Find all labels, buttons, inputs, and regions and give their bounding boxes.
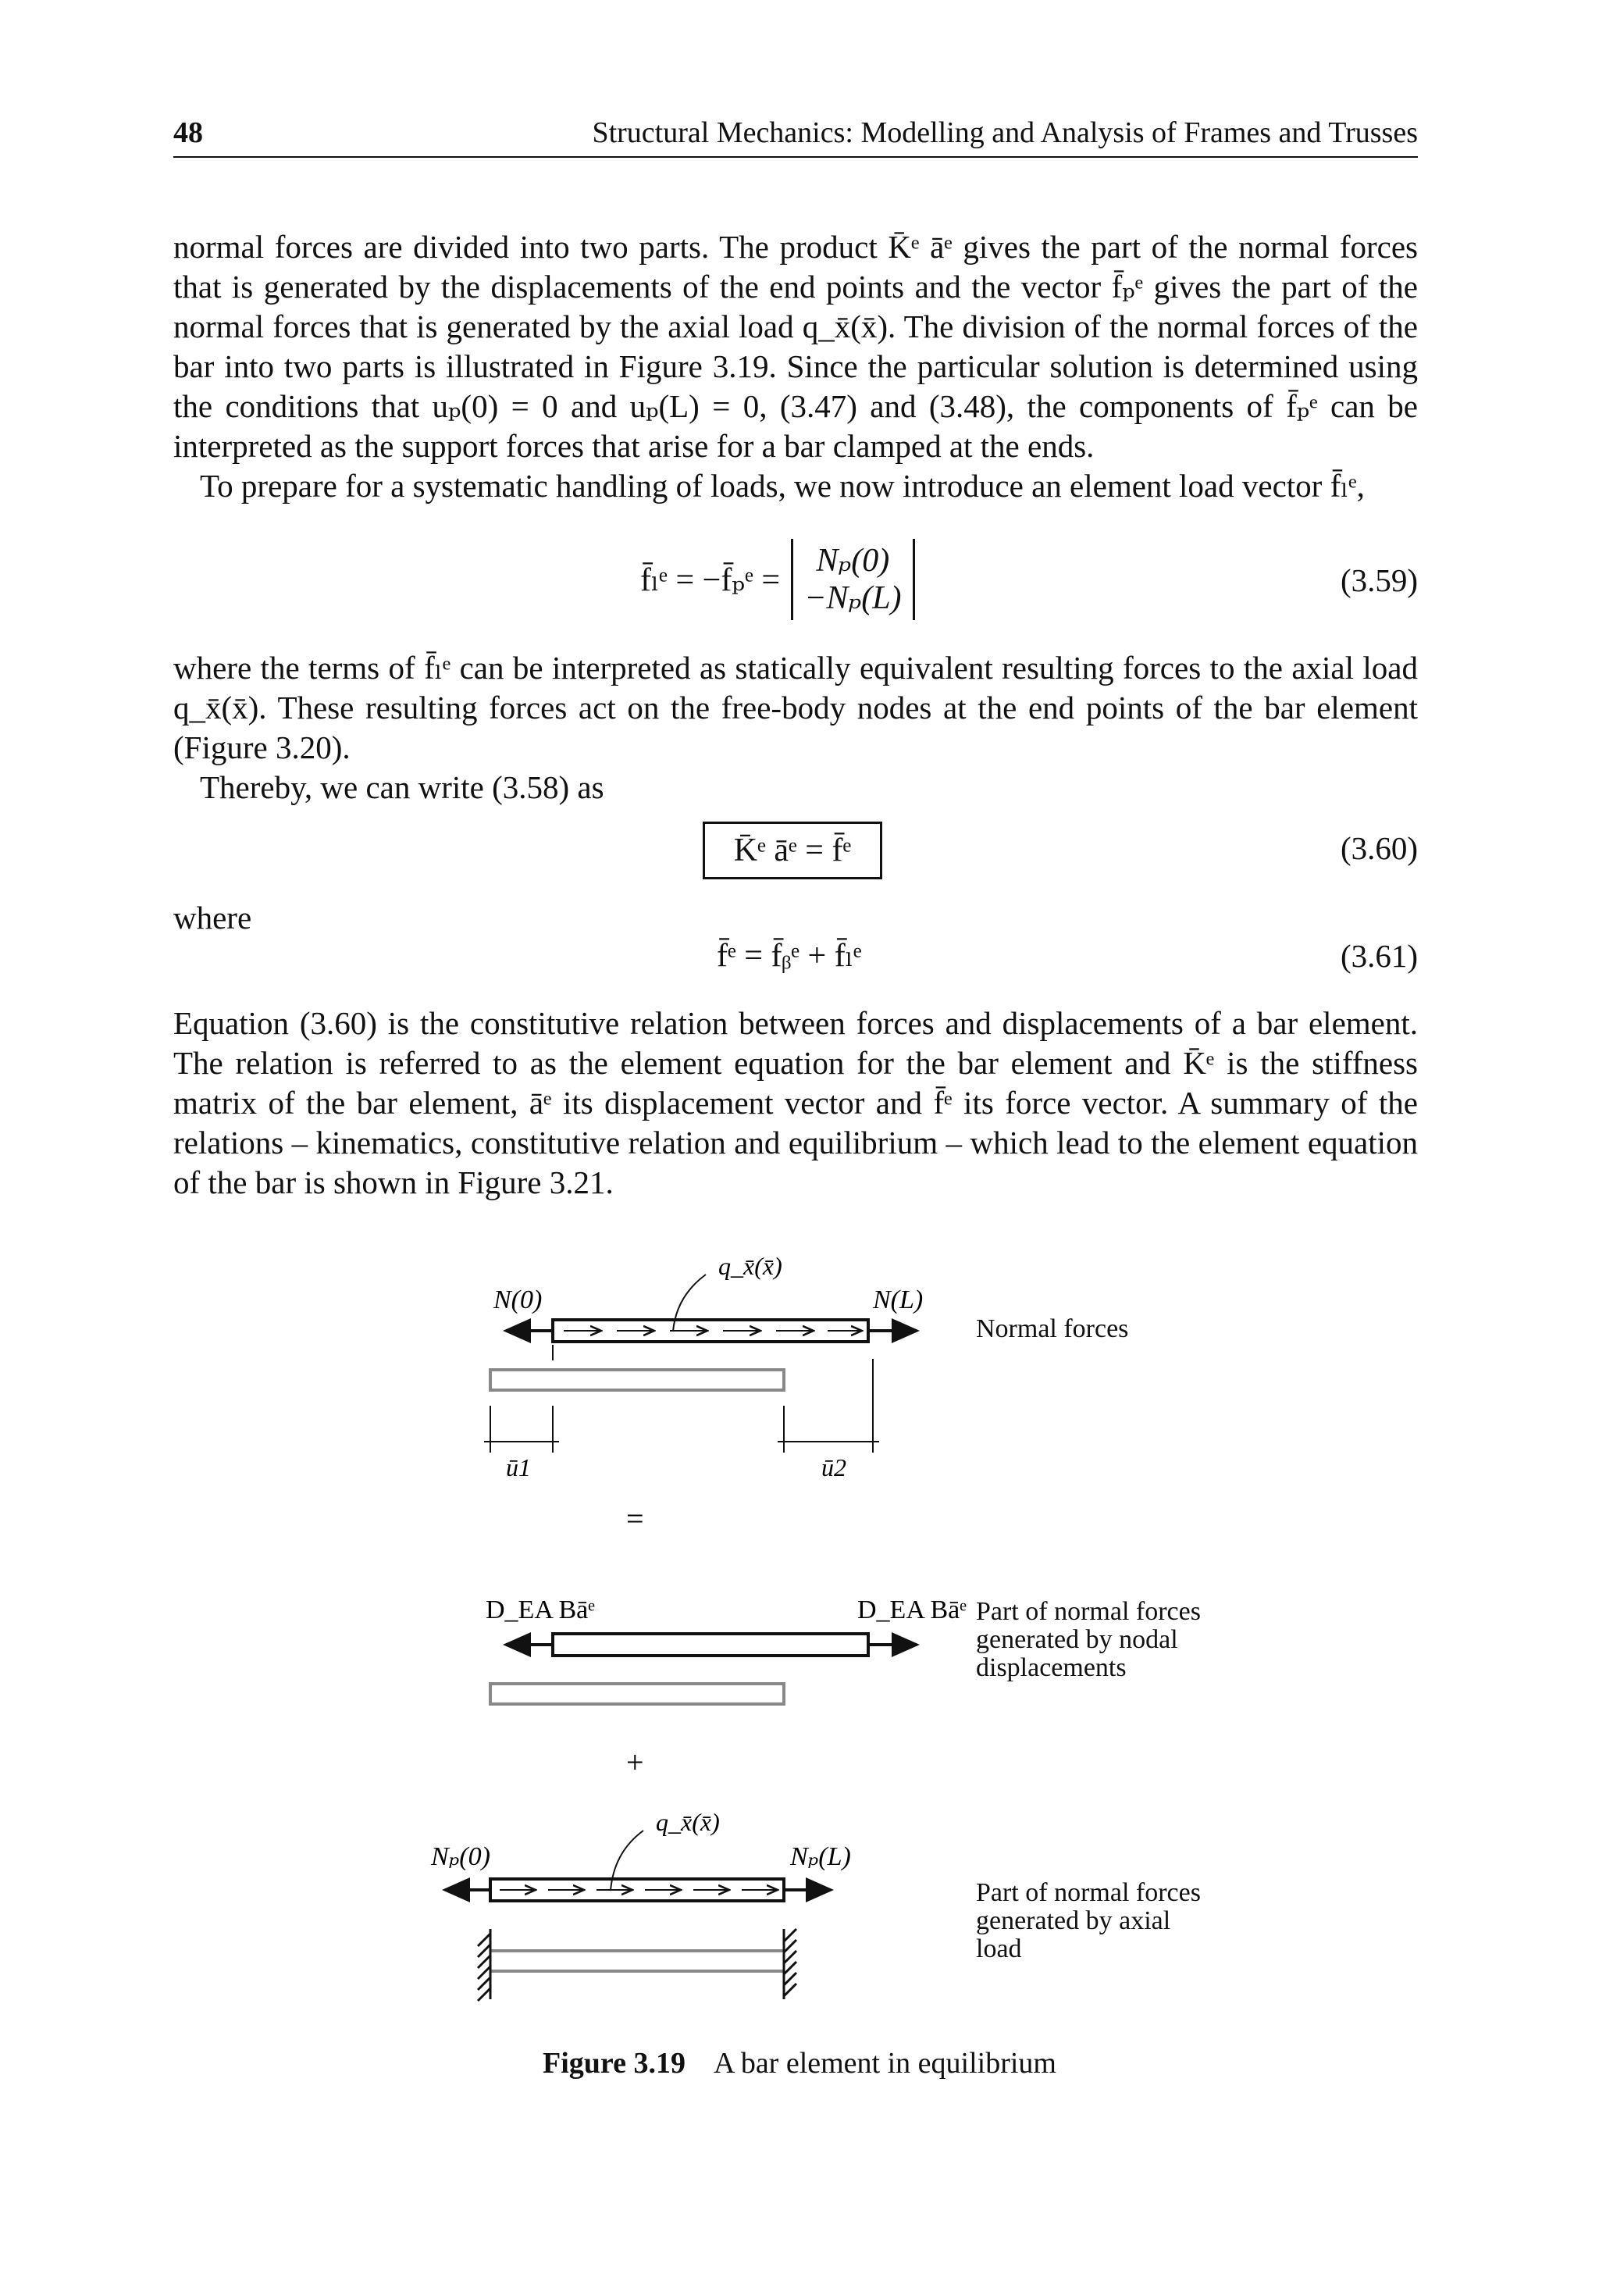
label-np0: Nₚ(0) [431,1842,490,1871]
matrix-row-1: Nₚ(0) [816,543,890,579]
equation-3-60: K̄ᵉ āᵉ = f̄ᵉ [703,822,882,879]
displaced-bar-top [490,1370,784,1390]
load-leader-top [673,1275,706,1332]
equation-number-3-61: (3.61) [1340,938,1418,974]
paragraph-6: Equation (3.60) is the constitutive relation between forces and displacements of a bar element. The relation is referred to as the element equation for the bar element and K̄ᵉ is the stiffness matrix of the bar element, āᵉ its displacement vector and f̄ᵉ its force vector. A summary of the relations – kinematics, constitutive relation and equilibrium – which lead to the element equation of the bar is shown in Figure 3.21. [173,1005,1418,1200]
paragraph-2: To prepare for a systematic handling of loads, we now introduce an element load vector f̄ₗᵉ, [200,468,1365,504]
label-dea-left: D_EA Bāᵉ [486,1595,595,1624]
load-leader-bottom [611,1831,643,1891]
page-number: 48 [173,116,203,149]
support-left [478,1929,490,2001]
equals-sign: = [626,1501,644,1536]
equation-number-3-60: (3.60) [1340,830,1418,866]
figure-caption [0,2046,1599,2080]
label-load-top: q_x̄(x̄) [718,1252,782,1280]
figure-label-nodal: Part of normal forces generated by nodal displacements [976,1597,1201,1682]
equation-number-3-59: (3.59) [1340,562,1418,598]
equation-3-61: f̄ᵉ = f̄ᵦᵉ + f̄ₗᵉ [717,938,862,974]
bar-middle [553,1634,868,1656]
label-u2: ū2 [821,1453,846,1481]
running-title: Structural Mechanics: Modelling and Analysis of Frames and Trusses [592,116,1418,149]
label-nl-top: N(L) [873,1285,924,1314]
paragraph-5: where [173,900,252,936]
matrix-row-2: −Nₚ(L) [804,580,902,616]
figure-label-normal-forces: Normal forces [976,1314,1129,1343]
figure-label-axial: Part of normal forces generated by axial load [976,1878,1201,1963]
paragraph-3: where the terms of f̄ₗᵉ can be interpreted as statically equivalent resulting forces to the axial load q_x̄(x̄). These resulting forces act on the free-body nodes at the end points of the bar element (Figure 3.20). [173,650,1418,765]
figure-caption-label: Figure 3.19 [543,2047,686,2080]
label-npl: Nₚ(L) [790,1842,851,1871]
figure-caption-text: A bar element in equilibrium [713,2047,1056,2080]
displaced-bar-middle [490,1684,784,1704]
plus-sign: + [626,1745,644,1780]
support-right [784,1929,796,1999]
equation-3-59-lhs: f̄ₗᵉ = −f̄ₚᵉ = [640,562,781,598]
paragraph-1: normal forces are divided into two parts. The product K̄ᵉ āᵉ gives the part of the normal forces that is generated by the displacements of the end points and the vector f̄ₚᵉ gives the part of the normal forces that is generated by the axial load q_x̄(x̄). The division of the normal forces of the bar into two parts is illustrated in Figure 3.19. Since the particular solution is determined using the conditions that uₚ(0) = 0 and uₚ(L) = 0, (3.47) and (3.48), the components of f̄ₚᵉ can be interpreted as the support forces that arise for a bar clamped at the ends. [173,229,1418,464]
label-load-bottom: q_x̄(x̄) [656,1808,720,1836]
label-dea-right: D_EA Bāᵉ [857,1595,967,1624]
paragraph-4: Thereby, we can write (3.58) as [200,769,604,805]
label-u1: ū1 [506,1453,531,1481]
label-n0-top: N(0) [493,1285,543,1314]
